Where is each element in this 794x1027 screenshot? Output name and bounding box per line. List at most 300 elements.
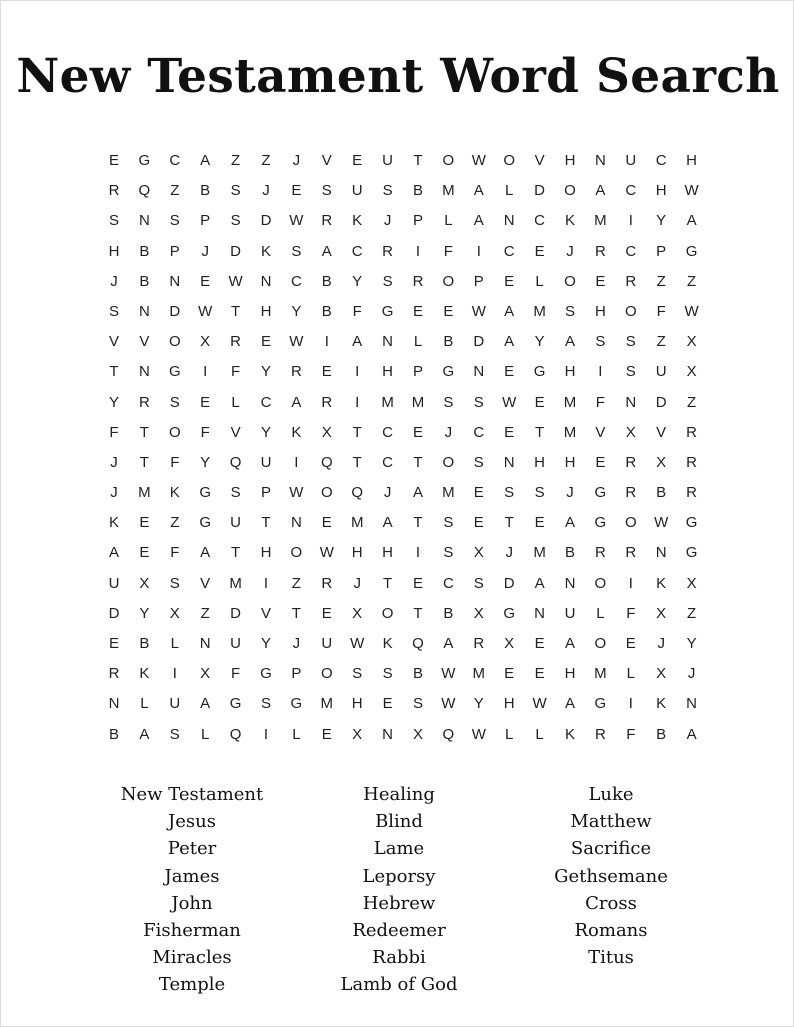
- grid-letter: O: [624, 302, 637, 320]
- grid-letter: E: [321, 514, 332, 532]
- grid-letter: T: [413, 604, 423, 622]
- grid-letter: H: [351, 695, 363, 713]
- grid-letter: X: [686, 363, 697, 381]
- grid-letter: I: [415, 544, 421, 562]
- grid-letter: S: [382, 665, 393, 683]
- grid-letter: B: [108, 725, 119, 743]
- grid-letter: R: [473, 635, 485, 652]
- grid-letter: P: [260, 484, 271, 502]
- grid-letter: B: [412, 182, 423, 200]
- word-list-item: Leporsy: [362, 865, 436, 887]
- grid-row: [102, 538, 702, 568]
- word-column-3: [501, 781, 721, 971]
- grid-letter: S: [382, 272, 393, 290]
- grid-letter: W: [471, 152, 486, 169]
- grid-letter: X: [169, 604, 180, 622]
- grid-letter: Y: [534, 333, 545, 351]
- grid-letter: W: [198, 302, 213, 320]
- grid-letter: H: [351, 544, 363, 562]
- grid-letter: L: [505, 182, 514, 200]
- grid-letter: A: [200, 544, 211, 562]
- grid-letter: K: [656, 695, 667, 713]
- grid-letter: X: [473, 604, 484, 622]
- grid-letter: J: [353, 574, 361, 592]
- grid-letter: Y: [352, 272, 363, 290]
- grid-letter: H: [382, 363, 394, 381]
- grid-letter: O: [564, 182, 576, 200]
- grid-letter: K: [564, 212, 575, 230]
- grid-letter: U: [564, 604, 576, 622]
- grid-letter: B: [412, 665, 423, 683]
- grid-letter: V: [534, 152, 545, 169]
- grid-letter: N: [534, 604, 546, 622]
- grid-row: [102, 689, 702, 719]
- grid-letter: O: [320, 484, 333, 502]
- grid-letter: X: [504, 635, 515, 652]
- grid-letter: W: [289, 484, 304, 502]
- grid-letter: E: [200, 272, 211, 290]
- grid-row: [102, 448, 702, 478]
- word-list-item: John: [171, 892, 213, 914]
- grid-letter: R: [138, 393, 150, 411]
- grid-letter: W: [228, 272, 243, 290]
- word-column-2: [289, 781, 509, 999]
- grid-letter: H: [503, 695, 515, 713]
- grid-letter: K: [260, 242, 271, 260]
- grid-letter: W: [319, 544, 334, 562]
- grid-letter: R: [594, 544, 606, 562]
- grid-letter: V: [230, 423, 241, 441]
- grid-letter: S: [169, 574, 180, 592]
- grid-letter: N: [138, 212, 150, 230]
- grid-letter: R: [625, 544, 637, 562]
- grid-letter: D: [503, 574, 515, 592]
- grid-letter: V: [595, 423, 606, 441]
- grid-letter: G: [290, 695, 303, 713]
- grid-letter: S: [230, 182, 241, 200]
- grid-letter: V: [260, 604, 271, 622]
- word-column-1: [82, 781, 302, 999]
- grid-letter: S: [473, 453, 484, 471]
- grid-letter: R: [686, 484, 698, 502]
- grid-letter: W: [684, 302, 699, 320]
- grid-letter: B: [443, 333, 454, 351]
- grid-letter: D: [169, 302, 181, 320]
- grid-letter: A: [504, 333, 515, 351]
- word-list-item: Titus: [588, 947, 634, 969]
- grid-letter: X: [656, 453, 667, 471]
- grid-letter: S: [625, 363, 636, 381]
- grid-letter: H: [534, 453, 546, 471]
- grid-letter: J: [292, 152, 301, 169]
- grid-letter: M: [350, 514, 364, 532]
- grid-letter: N: [138, 363, 150, 381]
- grid-letter: W: [350, 635, 365, 652]
- grid-letter: B: [321, 272, 332, 290]
- grid-letter: W: [289, 212, 304, 230]
- grid-letter: E: [595, 453, 606, 471]
- grid-letter: P: [200, 212, 211, 230]
- grid-letter: Z: [170, 514, 180, 532]
- grid-letter: I: [355, 393, 360, 411]
- grid-letter: Y: [260, 635, 271, 652]
- grid-letter: Z: [231, 152, 241, 169]
- grid-letter: U: [655, 363, 667, 381]
- grid-letter: N: [655, 544, 667, 562]
- grid-letter: A: [504, 302, 515, 320]
- grid-row: [102, 569, 702, 599]
- grid-letter: S: [534, 484, 545, 502]
- grid-letter: M: [138, 484, 151, 502]
- grid-letter: E: [534, 635, 545, 652]
- grid-letter: K: [382, 635, 393, 652]
- grid-letter: C: [442, 574, 454, 592]
- grid-letter: A: [443, 635, 454, 652]
- grid-letter: A: [564, 635, 575, 652]
- word-list-item: Lamb of God: [340, 974, 458, 996]
- grid-letter: G: [685, 514, 698, 532]
- grid-letter: O: [442, 453, 455, 471]
- grid-row: [102, 267, 702, 297]
- grid-letter: F: [231, 363, 241, 381]
- grid-letter: E: [321, 363, 332, 381]
- grid-letter: A: [473, 182, 484, 200]
- grid-letter: T: [413, 152, 423, 169]
- grid-letter: S: [595, 333, 606, 351]
- grid-letter: O: [624, 514, 637, 532]
- grid-letter: M: [320, 695, 334, 713]
- grid-letter: A: [200, 695, 211, 713]
- grid-letter: W: [441, 695, 456, 713]
- grid-letter: F: [656, 302, 666, 320]
- grid-letter: J: [566, 242, 574, 260]
- grid-letter: A: [686, 725, 697, 743]
- grid-letter: P: [291, 665, 302, 683]
- grid-letter: S: [625, 333, 636, 351]
- grid-letter: P: [656, 242, 667, 260]
- grid-letter: T: [261, 514, 271, 532]
- grid-letter: L: [292, 725, 301, 743]
- grid-letter: N: [594, 152, 606, 169]
- grid-letter: I: [263, 574, 269, 592]
- word-list-item: Hebrew: [362, 892, 436, 914]
- word-list-item: Miracles: [152, 947, 232, 969]
- grid-letter: R: [625, 453, 637, 471]
- grid-letter: G: [199, 484, 212, 502]
- grid-letter: W: [471, 302, 486, 320]
- grid-letter: X: [473, 544, 484, 562]
- grid-letter: E: [443, 302, 454, 320]
- grid-letter: Z: [687, 272, 697, 290]
- grid-letter: I: [324, 333, 329, 351]
- grid-letter: A: [382, 514, 393, 532]
- grid-letter: Q: [320, 453, 333, 471]
- word-list-item: Peter: [167, 838, 217, 860]
- grid-letter: U: [625, 152, 637, 169]
- grid-letter: Y: [200, 453, 211, 471]
- grid-letter: C: [290, 272, 302, 290]
- grid-letter: K: [169, 484, 180, 502]
- grid-row: [102, 659, 702, 689]
- grid-letter: G: [442, 363, 455, 381]
- grid-letter: K: [291, 423, 302, 441]
- grid-letter: U: [230, 635, 242, 652]
- grid-letter: Y: [686, 635, 697, 652]
- grid-letter: I: [203, 363, 208, 381]
- grid-letter: D: [230, 604, 242, 622]
- grid-letter: Y: [139, 604, 150, 622]
- grid-letter: S: [473, 574, 484, 592]
- grid-letter: Q: [351, 484, 364, 502]
- grid-letter: G: [533, 363, 546, 381]
- grid-letter: O: [594, 635, 607, 652]
- grid-letter: G: [594, 484, 607, 502]
- grid-letter: E: [534, 242, 545, 260]
- grid-letter: V: [139, 333, 150, 351]
- grid-letter: Z: [261, 152, 271, 169]
- grid-letter: T: [139, 453, 149, 471]
- grid-letter: J: [657, 635, 665, 652]
- grid-letter: N: [625, 393, 637, 411]
- grid-letter: C: [169, 152, 181, 169]
- grid-letter: U: [108, 574, 120, 592]
- grid-letter: Y: [108, 393, 119, 411]
- grid-letter: Z: [200, 604, 210, 622]
- grid-letter: G: [594, 695, 607, 713]
- grid-letter: G: [199, 514, 212, 532]
- grid-letter: T: [109, 363, 119, 381]
- grid-letter: E: [200, 393, 211, 411]
- grid-letter: E: [473, 484, 484, 502]
- grid-letter: U: [321, 635, 333, 652]
- grid-letter: R: [594, 725, 606, 743]
- grid-letter: C: [382, 453, 394, 471]
- grid-letter: Z: [291, 574, 301, 592]
- grid-letter: C: [260, 393, 272, 411]
- grid-letter: U: [260, 453, 272, 471]
- grid-letter: I: [628, 695, 633, 713]
- grid-letter: G: [685, 544, 698, 562]
- grid-letter: S: [504, 484, 515, 502]
- grid-letter: X: [686, 333, 697, 351]
- grid-row: [102, 237, 702, 267]
- grid-letter: R: [290, 363, 302, 381]
- grid-letter: M: [594, 212, 607, 230]
- grid-letter: T: [291, 604, 301, 622]
- grid-row: [102, 478, 702, 508]
- grid-letter: G: [138, 152, 151, 169]
- grid-letter: E: [412, 423, 423, 441]
- grid-letter: R: [321, 393, 333, 411]
- grid-letter: O: [168, 423, 181, 441]
- grid-letter: G: [503, 604, 516, 622]
- grid-letter: B: [443, 604, 454, 622]
- word-list-item: Temple: [158, 974, 226, 996]
- grid-letter: V: [108, 333, 119, 351]
- grid-letter: T: [413, 453, 423, 471]
- grid-letter: M: [472, 665, 486, 683]
- grid-letter: E: [534, 393, 545, 411]
- grid-letter: E: [534, 665, 545, 683]
- grid-letter: F: [200, 423, 210, 441]
- grid-letter: Z: [170, 182, 180, 200]
- grid-letter: F: [170, 453, 180, 471]
- grid-letter: M: [533, 544, 546, 562]
- grid-letter: E: [504, 272, 515, 290]
- grid-letter: J: [444, 423, 453, 441]
- grid-letter: C: [382, 423, 394, 441]
- grid-letter: B: [139, 635, 150, 652]
- grid-letter: E: [504, 363, 515, 381]
- grid-letter: Z: [687, 604, 697, 622]
- grid-row: [102, 629, 702, 659]
- grid-letter: N: [503, 453, 515, 471]
- grid-letter: J: [383, 212, 392, 230]
- grid-letter: A: [534, 574, 545, 592]
- grid-letter: H: [564, 665, 576, 683]
- grid-letter: J: [110, 272, 118, 290]
- grid-letter: S: [443, 514, 454, 532]
- grid-letter: D: [230, 242, 242, 260]
- word-list-item: Healing: [363, 784, 435, 805]
- grid-letter: A: [564, 695, 575, 713]
- letter-grid: [102, 146, 702, 750]
- grid-letter: E: [321, 604, 332, 622]
- grid-letter: C: [625, 242, 637, 260]
- grid-letter: B: [656, 725, 667, 743]
- grid-letter: L: [140, 695, 149, 713]
- grid-letter: E: [504, 665, 515, 683]
- grid-letter: L: [444, 212, 453, 230]
- grid-letter: L: [170, 635, 179, 652]
- grid-letter: X: [321, 423, 332, 441]
- grid-letter: O: [290, 544, 303, 562]
- word-list-item: Jesus: [168, 811, 216, 833]
- grid-letter: F: [595, 393, 605, 411]
- word-list-item: Cross: [585, 892, 637, 914]
- grid-letter: H: [686, 152, 698, 169]
- grid-letter: I: [476, 242, 481, 260]
- grid-letter: H: [108, 242, 120, 260]
- grid-letter: E: [412, 302, 423, 320]
- grid-letter: P: [473, 272, 484, 290]
- grid-letter: Z: [656, 272, 666, 290]
- grid-letter: C: [473, 423, 485, 441]
- grid-letter: C: [655, 152, 667, 169]
- grid-letter: E: [108, 152, 119, 169]
- grid-letter: Q: [138, 182, 151, 200]
- grid-letter: I: [628, 212, 633, 230]
- grid-letter: R: [321, 574, 333, 592]
- grid-letter: L: [201, 725, 210, 743]
- grid-letter: H: [260, 544, 272, 562]
- word-list-item: Luke: [588, 784, 634, 805]
- grid-letter: X: [686, 574, 697, 592]
- grid-letter: M: [594, 665, 607, 683]
- grid-letter: R: [382, 242, 394, 260]
- grid-letter: J: [110, 484, 118, 502]
- grid-letter: N: [138, 302, 150, 320]
- grid-row: [102, 327, 702, 357]
- grid-letter: A: [473, 212, 484, 230]
- grid-letter: K: [352, 212, 363, 230]
- grid-letter: H: [594, 302, 606, 320]
- grid-letter: L: [505, 725, 514, 743]
- grid-letter: X: [139, 574, 150, 592]
- grid-letter: E: [139, 514, 150, 532]
- grid-letter: B: [139, 272, 150, 290]
- grid-letter: Q: [229, 725, 242, 743]
- word-list-item: Sacrifice: [570, 838, 652, 860]
- grid-letter: J: [110, 453, 118, 471]
- grid-letter: Z: [656, 333, 666, 351]
- grid-letter: J: [383, 484, 392, 502]
- grid-letter: R: [321, 212, 333, 230]
- grid-letter: N: [290, 514, 302, 532]
- grid-letter: C: [503, 242, 515, 260]
- grid-letter: N: [686, 695, 698, 713]
- grid-letter: Y: [656, 212, 667, 230]
- grid-letter: Q: [229, 453, 242, 471]
- grid-letter: G: [685, 242, 698, 260]
- grid-letter: V: [656, 423, 667, 441]
- grid-letter: J: [687, 665, 696, 683]
- grid-letter: D: [260, 212, 272, 230]
- grid-letter: H: [382, 544, 394, 562]
- grid-letter: M: [229, 574, 242, 592]
- grid-letter: N: [108, 695, 120, 713]
- grid-letter: N: [473, 363, 485, 381]
- grid-letter: N: [564, 574, 576, 592]
- grid-letter: E: [625, 635, 636, 652]
- grid-letter: A: [200, 152, 211, 169]
- grid-letter: Z: [687, 393, 697, 411]
- grid-row: [102, 176, 702, 206]
- grid-letter: Y: [291, 302, 302, 320]
- grid-letter: D: [473, 333, 485, 351]
- grid-letter: R: [625, 272, 637, 290]
- grid-letter: O: [503, 152, 516, 169]
- grid-letter: N: [503, 212, 515, 230]
- grid-letter: F: [626, 725, 636, 743]
- grid-letter: T: [413, 514, 423, 532]
- grid-letter: W: [441, 665, 456, 683]
- grid-letter: E: [108, 635, 119, 652]
- grid-letter: N: [260, 272, 272, 290]
- grid-letter: S: [230, 212, 241, 230]
- grid-letter: R: [230, 333, 242, 351]
- grid-letter: Q: [442, 725, 455, 743]
- grid-letter: R: [108, 182, 120, 200]
- grid-letter: N: [169, 272, 181, 290]
- grid-letter: S: [230, 484, 241, 502]
- grid-row: [102, 418, 702, 448]
- grid-letter: S: [443, 544, 454, 562]
- grid-letter: X: [352, 725, 363, 743]
- word-list-item: Gethsemane: [554, 865, 668, 887]
- grid-letter: U: [230, 514, 242, 532]
- grid-letter: N: [382, 333, 394, 351]
- grid-letter: S: [108, 212, 119, 230]
- grid-letter: A: [139, 725, 150, 743]
- grid-letter: D: [655, 393, 667, 411]
- grid-letter: W: [532, 695, 547, 713]
- grid-letter: A: [321, 242, 332, 260]
- grid-letter: I: [598, 363, 603, 381]
- grid-letter: R: [412, 272, 424, 290]
- grid-letter: H: [564, 453, 576, 471]
- grid-letter: S: [412, 695, 423, 713]
